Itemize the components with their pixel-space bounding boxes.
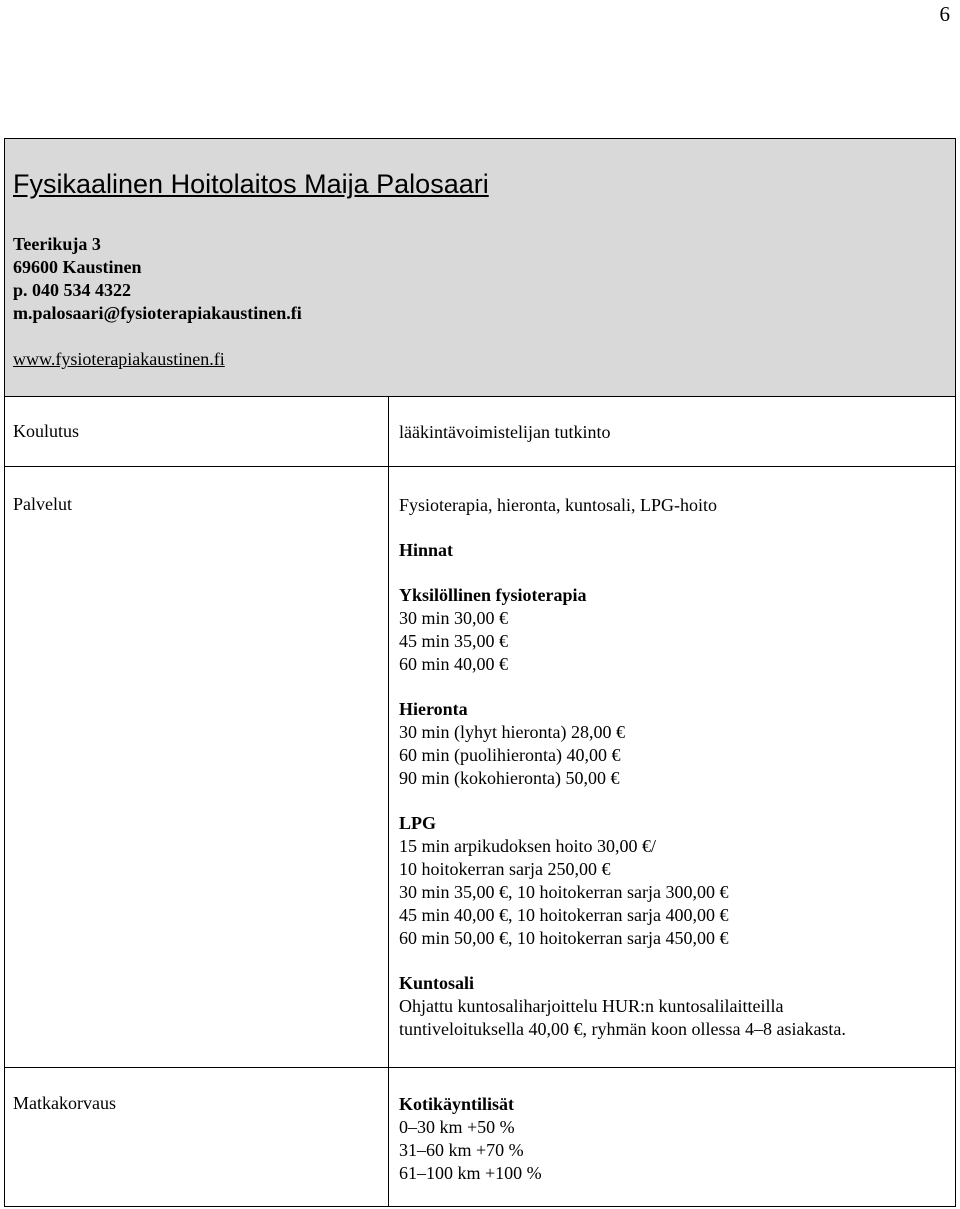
contact-block	[13, 233, 302, 325]
koulutus-row	[5, 397, 955, 467]
price-line: 60 min 40,00 €	[399, 654, 509, 674]
header-cell	[5, 139, 955, 397]
prices-heading: Hinnat	[399, 540, 454, 560]
kuntosali-heading: Kuntosali	[399, 973, 475, 993]
price-line: 30 min 35,00 €, 10 hoitokerran sarja 300,00 €	[399, 882, 729, 902]
price-line: 60 min 50,00 €, 10 hoitokerran sarja 450,00 €	[399, 928, 729, 948]
palvelut-row	[5, 467, 955, 1068]
street-address: Teerikuja 3	[13, 234, 101, 254]
price-line: 15 min arpikudoksen hoito 30,00 €/	[399, 836, 656, 856]
price-line: 60 min (puolihieronta) 40,00 €	[399, 745, 621, 765]
page-number: 6	[939, 2, 950, 26]
phone-number: p. 040 534 4322	[13, 280, 132, 300]
matkakorvaus-label: Matkakorvaus	[13, 1093, 116, 1113]
description-line: tuntiveloituksella 40,00 €, ryhmän koon ollessa 4–8 asiakasta.	[399, 1019, 846, 1039]
lpg-heading: LPG	[399, 813, 437, 833]
description-line: Ohjattu kuntosaliharjoittelu HUR:n kuntosalilaitteilla	[399, 996, 784, 1016]
price-line: 45 min 35,00 €	[399, 631, 509, 651]
fee-line: 0–30 km +50 %	[399, 1117, 515, 1137]
price-line: 30 min 30,00 €	[399, 608, 509, 628]
email-link[interactable]: m.palosaari@fysioterapiakaustinen.fi	[13, 303, 302, 323]
price-line: 90 min (kokohieronta) 50,00 €	[399, 768, 620, 788]
services-list: Fysioterapia, hieronta, kuntosali, LPG-hoito	[399, 495, 717, 515]
hieronta-heading: Hieronta	[399, 699, 468, 719]
info-table	[4, 138, 956, 1207]
fee-line: 61–100 km +100 %	[399, 1163, 542, 1183]
fysio-heading: Yksilöllinen fysioterapia	[399, 585, 587, 605]
matkakorvaus-content	[399, 1093, 542, 1185]
kotikaynti-heading: Kotikäyntilisät	[399, 1094, 515, 1114]
website-link[interactable]: www.fysioterapiakaustinen.fi	[13, 349, 225, 369]
business-title: Fysikaalinen Hoitolaitos Maija Palosaari	[13, 169, 489, 199]
price-line: 10 hoitokerran sarja 250,00 €	[399, 859, 611, 879]
koulutus-label: Koulutus	[13, 421, 80, 441]
city-address: 69600 Kaustinen	[13, 257, 142, 277]
palvelut-label: Palvelut	[13, 494, 72, 514]
fee-line: 31–60 km +70 %	[399, 1140, 524, 1160]
price-line: 45 min 40,00 €, 10 hoitokerran sarja 400,00 €	[399, 905, 729, 925]
koulutus-value: lääkintävoimistelijan tutkinto	[399, 422, 611, 442]
palvelut-content	[399, 494, 846, 1041]
price-line: 30 min (lyhyt hieronta) 28,00 €	[399, 722, 625, 742]
matkakorvaus-row	[5, 1068, 955, 1206]
